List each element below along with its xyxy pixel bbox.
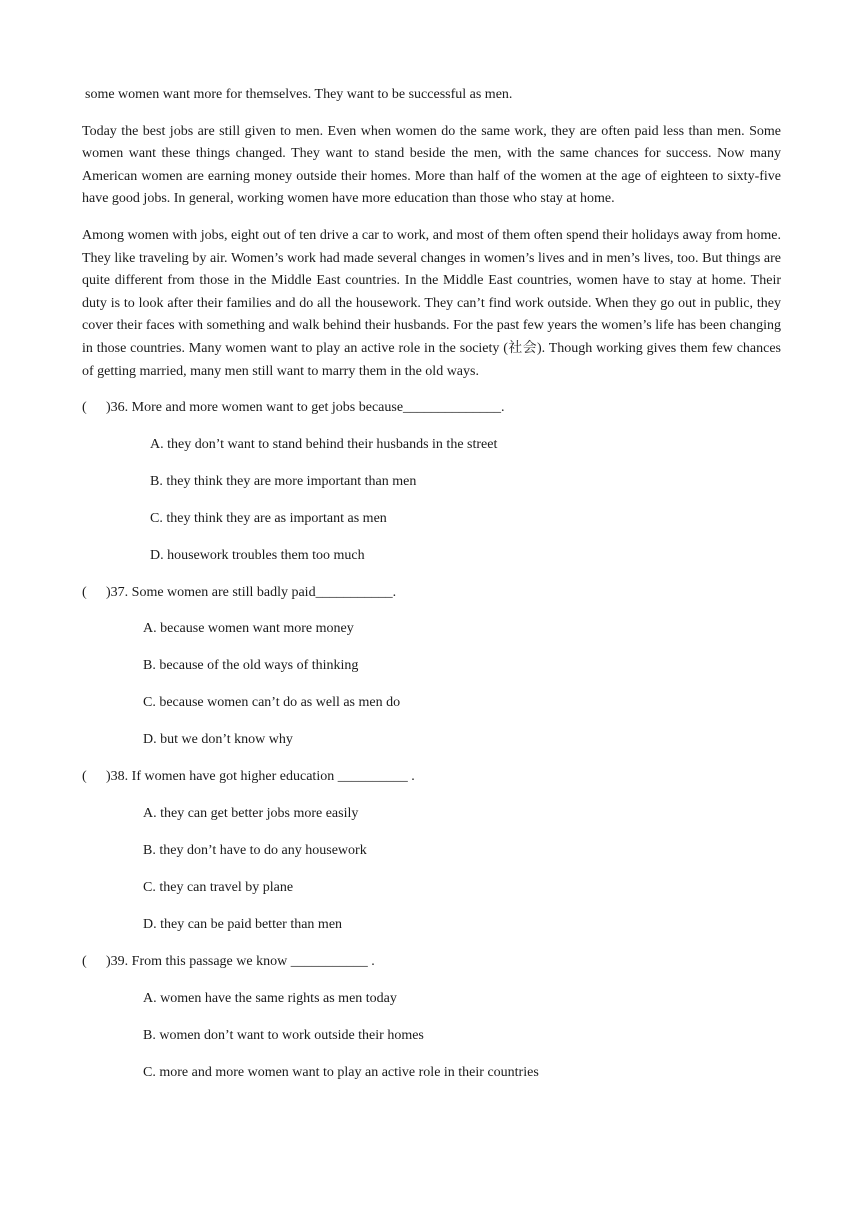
question-39-options bbox=[82, 988, 781, 1084]
question-37 bbox=[82, 582, 781, 605]
option-a: A. they don’t want to stand behind their husbands in the street bbox=[150, 436, 498, 452]
question-38 bbox=[82, 766, 781, 789]
answer-blank-paren: ( bbox=[82, 584, 87, 600]
option-c: C. they can travel by plane bbox=[143, 879, 294, 895]
option-b: B. they think they are more important than men bbox=[150, 473, 417, 489]
option-b: B. they don’t have to do any housework bbox=[143, 842, 367, 858]
question-39 bbox=[82, 951, 781, 974]
option-b: B. because of the old ways of thinking bbox=[143, 658, 359, 674]
question-36-options bbox=[82, 434, 781, 567]
question-37-options bbox=[82, 618, 781, 751]
option-d: D. but we don’t know why bbox=[143, 732, 293, 748]
option-a: A. women have the same rights as men today bbox=[143, 990, 397, 1006]
option-c: C. they think they are as important as men bbox=[150, 510, 387, 526]
answer-blank-paren: ( bbox=[82, 769, 87, 785]
option-c: C. more and more women want to play an active role in their countries bbox=[143, 1064, 539, 1080]
passage-paragraph-1: Today the best jobs are still given to men. Even when women do the same work, they are often paid less than men. Some women want these things changed. They want to stand beside the men, with the same chances for success. Now many American women are earning money outside their homes. More than half of the women at the age of eighteen to sixty-five have good jobs. In general, working women have more education than those who stay at home. bbox=[82, 123, 781, 207]
question-stem: )39. From this passage we know ___________ . bbox=[106, 953, 375, 969]
document-page bbox=[82, 84, 781, 1099]
option-b: B. women don’t want to work outside their homes bbox=[143, 1027, 424, 1043]
passage-paragraph-2: Among women with jobs, eight out of ten drive a car to work, and most of them often spend their holidays away from home. They like traveling by air. Women’s work had made several changes in women’s lives and in men’s lives, too. But things are quite different from those in the Middle East countries. In the Middle East countries, women have to stay at home. Their duty is to look after their families and do all the housework. They can’t find work outside. When they go out in public, they cover their faces with something and walk behind their husbands. For the past few years the women’s life has been changing in those countries. Many women want to play an active role in the society (社会). Though working gives them few chances of getting married, many men still want to marry them in the old ways. bbox=[82, 227, 781, 379]
option-d: D. they can be paid better than men bbox=[143, 916, 343, 932]
option-a: A. they can get better jobs more easily bbox=[143, 805, 359, 821]
passage-lead-fragment: some women want more for themselves. They want to be successful as men. bbox=[85, 87, 513, 102]
question-stem: )37. Some women are still badly paid___________. bbox=[106, 584, 397, 600]
question-stem: )38. If women have got higher education __________ . bbox=[106, 769, 415, 785]
answer-blank-paren: ( bbox=[82, 953, 87, 969]
option-c: C. because women can’t do as well as men do bbox=[143, 695, 401, 711]
option-d: D. housework troubles them too much bbox=[150, 547, 365, 563]
question-38-options bbox=[82, 803, 781, 936]
option-a: A. because women want more money bbox=[143, 621, 354, 637]
question-stem: )36. More and more women want to get jobs because______________. bbox=[106, 400, 505, 416]
question-36 bbox=[82, 397, 781, 420]
answer-blank-paren: ( bbox=[82, 400, 87, 416]
